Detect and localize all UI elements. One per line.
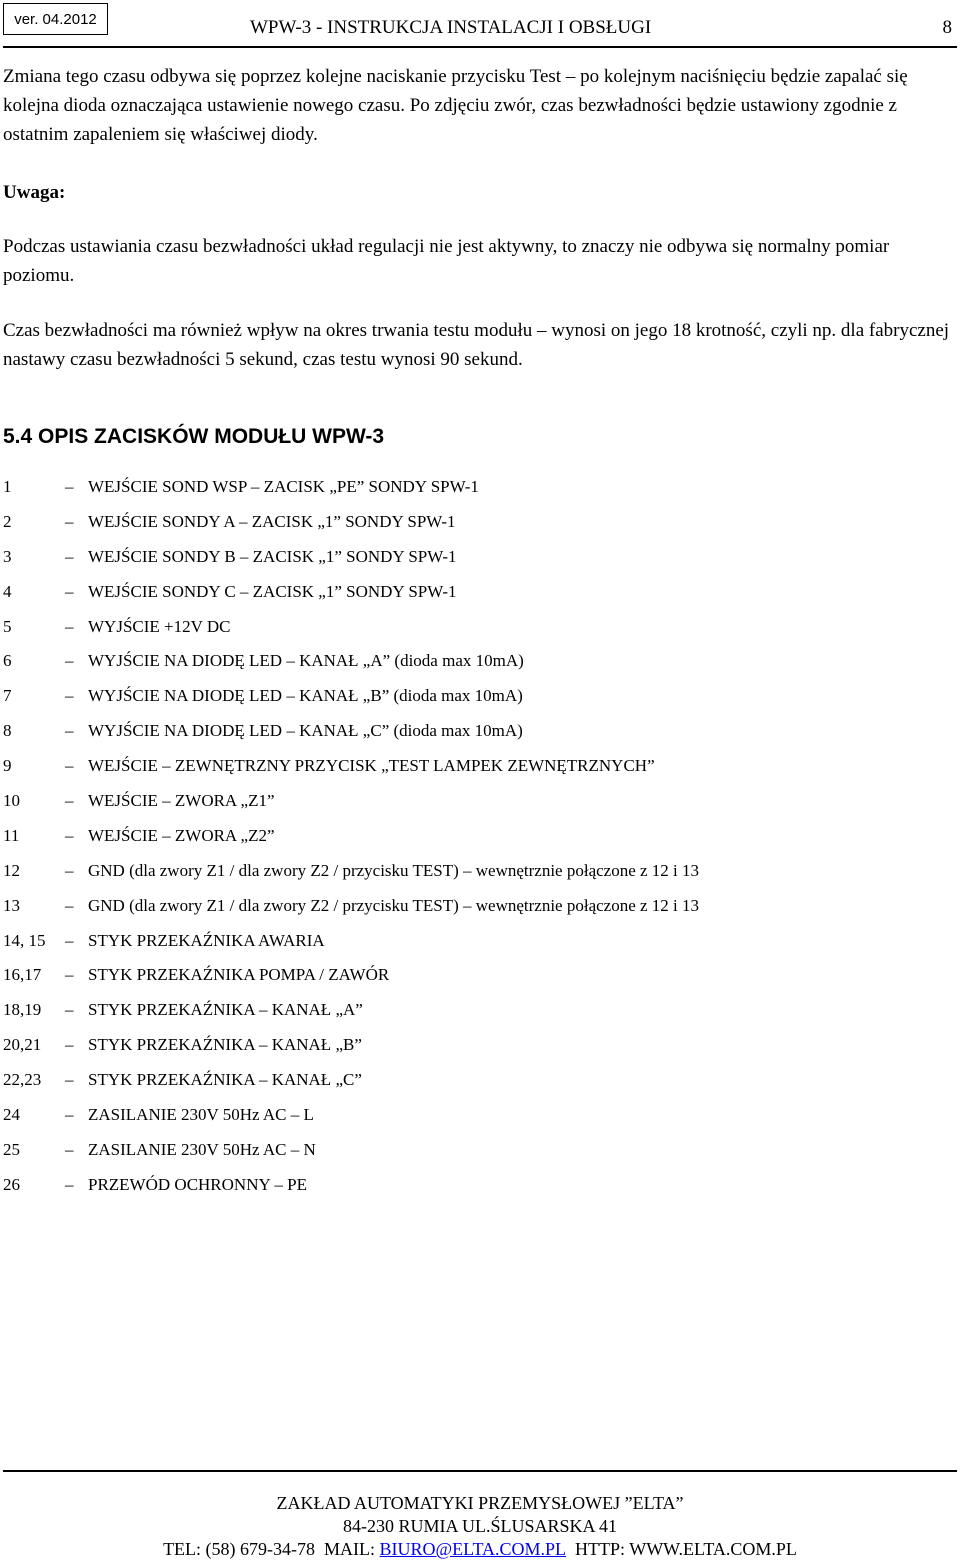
terminal-dash: – [65, 721, 74, 741]
footer-address: 84-230 RUMIA UL.ŚLUSARSKA 41 [342, 1516, 618, 1536]
terminal-dash: – [65, 1105, 74, 1125]
footer-contact [0, 1539, 960, 1560]
terminal-row [3, 1028, 699, 1063]
terminal-row [3, 679, 699, 714]
terminal-dash: – [65, 511, 74, 531]
terminal-dash: – [65, 1000, 74, 1020]
terminal-description: ZASILANIE 230V 50Hz AC – L [88, 1105, 314, 1125]
terminal-number: 13 [3, 895, 20, 915]
terminal-dash: – [65, 1035, 74, 1055]
terminal-row [3, 854, 699, 889]
terminal-number: 6 [3, 651, 12, 671]
note-label: Uwaga: [3, 182, 66, 203]
terminal-number: 3 [3, 546, 12, 566]
terminal-description: GND (dla zwory Z1 / dla zwory Z2 / przycisku TEST) – wewnętrznie połączone z 12 i 13 [88, 895, 700, 915]
terminal-dash: – [65, 581, 74, 601]
terminal-dash: – [65, 825, 74, 845]
terminal-description: WEJŚCIE SONDY C – ZACISK „1” SONDY SPW-1 [88, 581, 457, 601]
footer-mail-link[interactable]: BIURO@ELTA.COM.PL [379, 1539, 567, 1559]
terminal-dash: – [65, 1070, 74, 1090]
terminal-description: WEJŚCIE SOND WSP – ZACISK „PE” SONDY SPW-1 [88, 477, 479, 496]
terminal-row [3, 958, 699, 993]
terminal-number: 2 [3, 511, 12, 531]
paragraph-note: Podczas ustawiania czasu bezwładności układ regulacji nie jest aktywny, to znaczy nie odbywa się normalny pomiar poziomu. [3, 236, 890, 286]
terminal-number: 12 [3, 860, 20, 880]
terminal-description: STYK PRZEKAŹNIKA POMPA / ZAWÓR [88, 965, 390, 985]
terminal-dash: – [65, 546, 74, 566]
terminal-row [3, 714, 699, 749]
footer-divider [3, 1470, 957, 1472]
section-title: 5.4 OPIS ZACISKÓW MODUŁU WPW-3 [3, 425, 385, 448]
terminal-number: 10 [3, 791, 20, 811]
terminal-dash: – [65, 651, 74, 671]
terminal-row [3, 993, 699, 1028]
terminal-dash: – [65, 1174, 74, 1194]
terminal-row [3, 1063, 699, 1098]
footer-company: ZAKŁAD AUTOMATYKI PRZEMYSŁOWEJ ”ELTA” [276, 1493, 684, 1513]
terminal-row [3, 575, 699, 610]
terminal-description: WEJŚCIE – ZEWNĘTRZNY PRZYCISK „TEST LAMPEK ZEWNĘTRZNYCH” [88, 756, 655, 776]
terminal-number: 20,21 [3, 1035, 42, 1055]
terminal-dash: – [65, 756, 74, 776]
terminal-number: 4 [3, 581, 12, 601]
terminal-dash: – [65, 477, 74, 496]
header-divider [3, 46, 957, 48]
page-number: 8 [942, 17, 952, 38]
footer-http: HTTP: WWW.ELTA.COM.PL [575, 1539, 797, 1559]
terminal-dash: – [65, 686, 74, 706]
terminal-row [3, 1168, 699, 1203]
terminal-description: GND (dla zwory Z1 / dla zwory Z2 / przycisku TEST) – wewnętrznie połączone z 12 i 13 [88, 860, 700, 880]
terminal-row [3, 819, 699, 854]
terminal-description: WYJŚCIE +12V DC [88, 616, 231, 636]
terminal-description: WEJŚCIE – ZWORA „Z1” [88, 791, 275, 811]
terminal-row [3, 1133, 699, 1168]
terminal-number: 16,17 [3, 965, 42, 985]
terminal-number: 5 [3, 616, 12, 636]
terminal-description: WEJŚCIE SONDY A – ZACISK „1” SONDY SPW-1 [88, 511, 456, 531]
terminal-row [3, 505, 699, 540]
footer-phone: TEL: (58) 679-34-78 [163, 1539, 316, 1559]
paragraph-time-change: Zmiana tego czasu odbywa się poprzez kolejne naciskanie przycisku Test – po kolejnym naciśnięciu będzie zapalać się kolejna dioda oznaczająca ustawienie nowego czasu. Po zdjęciu zwór, czas bezwładności będzie ustawiony zgodnie z ostatnim zapaleniem się właściwej diody. [3, 66, 908, 145]
terminal-row [3, 610, 699, 645]
terminal-row [3, 924, 699, 959]
terminal-list [3, 470, 699, 1203]
terminal-description: STYK PRZEKAŹNIKA – KANAŁ „B” [88, 1035, 362, 1055]
terminal-row [3, 470, 699, 505]
terminal-dash: – [65, 616, 74, 636]
terminal-description: ZASILANIE 230V 50Hz AC – N [88, 1139, 316, 1159]
terminal-description: WYJŚCIE NA DIODĘ LED – KANAŁ „A” (dioda max 10mA) [88, 651, 524, 671]
terminal-number: 8 [3, 721, 12, 741]
terminal-row [3, 1098, 699, 1133]
terminal-row [3, 889, 699, 924]
terminal-dash: – [65, 895, 74, 915]
terminal-number: 7 [3, 686, 12, 706]
terminal-description: WEJŚCIE – ZWORA „Z2” [88, 825, 275, 845]
footer-mail-label: MAIL: [324, 1539, 376, 1559]
version-box: ver. 04.2012 [3, 3, 108, 35]
terminal-description: STYK PRZEKAŹNIKA AWARIA [88, 930, 325, 950]
terminal-dash: – [65, 1139, 74, 1159]
paragraph-test-time: Czas bezwładności ma również wpływ na okres trwania testu modułu – wynosi on jego 18 krotność, czyli np. dla fabrycznej nastawy czasu bezwładności 5 sekund, czas testu wynosi 90 sekund. [3, 320, 950, 370]
terminal-description: STYK PRZEKAŹNIKA – KANAŁ „C” [88, 1070, 362, 1090]
terminal-row [3, 540, 699, 575]
terminal-number: 11 [3, 825, 20, 845]
terminal-number: 14, 15 [3, 930, 46, 950]
terminal-number: 24 [3, 1105, 20, 1125]
terminal-dash: – [65, 791, 74, 811]
terminal-number: 26 [3, 1174, 20, 1194]
document-title: WPW-3 - INSTRUKCJA INSTALACJI I OBSŁUGI [250, 17, 652, 38]
terminal-number: 25 [3, 1139, 20, 1159]
terminal-description: WYJŚCIE NA DIODĘ LED – KANAŁ „B” (dioda max 10mA) [88, 686, 523, 706]
terminal-description: WYJŚCIE NA DIODĘ LED – KANAŁ „C” (dioda max 10mA) [88, 721, 523, 741]
terminal-number: 22,23 [3, 1070, 42, 1090]
terminal-dash: – [65, 965, 74, 985]
terminal-number: 1 [3, 477, 12, 496]
terminal-dash: – [65, 930, 74, 950]
terminal-row [3, 644, 699, 679]
terminal-description: STYK PRZEKAŹNIKA – KANAŁ „A” [88, 1000, 363, 1020]
terminal-row [3, 749, 699, 784]
terminal-row [3, 784, 699, 819]
terminal-number: 18,19 [3, 1000, 42, 1020]
terminal-description: PRZEWÓD OCHRONNY – PE [88, 1174, 307, 1194]
terminal-description: WEJŚCIE SONDY B – ZACISK „1” SONDY SPW-1 [88, 546, 457, 566]
terminal-number: 9 [3, 756, 12, 776]
terminal-dash: – [65, 860, 74, 880]
